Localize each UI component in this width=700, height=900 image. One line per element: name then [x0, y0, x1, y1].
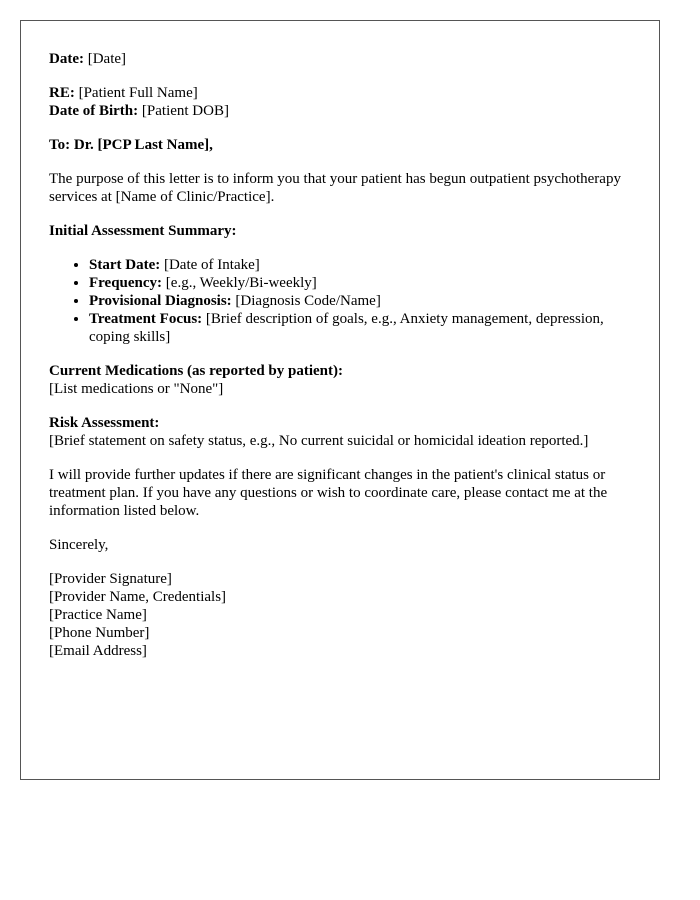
date-value: [Date] [87, 51, 127, 67]
letter-document [20, 20, 660, 780]
risk-value: [Brief statement on safety status, e.g., No current suicidal or homicidal ideation reported.] [49, 433, 589, 449]
re-label: RE: [49, 85, 75, 101]
phone-number: [Phone Number] [49, 625, 150, 641]
frequency-value: [e.g., Weekly/Bi-weekly] [165, 275, 317, 291]
dob-line [49, 102, 631, 120]
list-item [89, 256, 631, 274]
medications-heading: Current Medications (as reported by patient): [49, 363, 343, 379]
medications-value: [List medications or "None"] [49, 381, 224, 397]
email-address: [Email Address] [49, 643, 147, 659]
risk-heading: Risk Assessment: [49, 415, 160, 431]
signature-block [49, 570, 631, 660]
list-item [89, 310, 631, 346]
assessment-heading: Initial Assessment Summary: [49, 223, 237, 239]
re-line [49, 84, 631, 102]
dob-value: [Patient DOB] [141, 103, 229, 119]
provider-signature: [Provider Signature] [49, 571, 172, 587]
dob-label: Date of Birth: [49, 103, 139, 119]
date-line [49, 50, 631, 68]
diagnosis-value: [Diagnosis Code/Name] [235, 293, 381, 309]
assessment-list [49, 256, 631, 346]
list-item [89, 274, 631, 292]
treatment-focus-label: Treatment Focus: [89, 311, 203, 327]
provider-name: [Provider Name, Credentials] [49, 589, 227, 605]
signoff: Sincerely, [49, 537, 109, 553]
risk-section [49, 414, 631, 450]
list-item [89, 292, 631, 310]
practice-name: [Practice Name] [49, 607, 147, 623]
medications-section [49, 362, 631, 398]
start-date-label: Start Date: [89, 257, 161, 273]
treatment-focus-value: [Brief description of goals, e.g., Anxiety management, depression, coping skills] [89, 311, 604, 345]
patient-info [49, 84, 631, 120]
salutation: To: Dr. [PCP Last Name], [49, 137, 213, 153]
re-value: [Patient Full Name] [78, 85, 198, 101]
purpose-paragraph: The purpose of this letter is to inform you that your patient has begun outpatient psychotherapy services at [Name of Clinic/Practice]. [49, 171, 621, 205]
start-date-value: [Date of Intake] [163, 257, 260, 273]
frequency-label: Frequency: [89, 275, 163, 291]
closing-paragraph: I will provide further updates if there are significant changes in the patient's clinical status or treatment plan. If you have any questions or wish to coordinate care, please contact me at the information listed below. [49, 467, 608, 519]
date-label: Date: [49, 51, 84, 67]
diagnosis-label: Provisional Diagnosis: [89, 293, 232, 309]
